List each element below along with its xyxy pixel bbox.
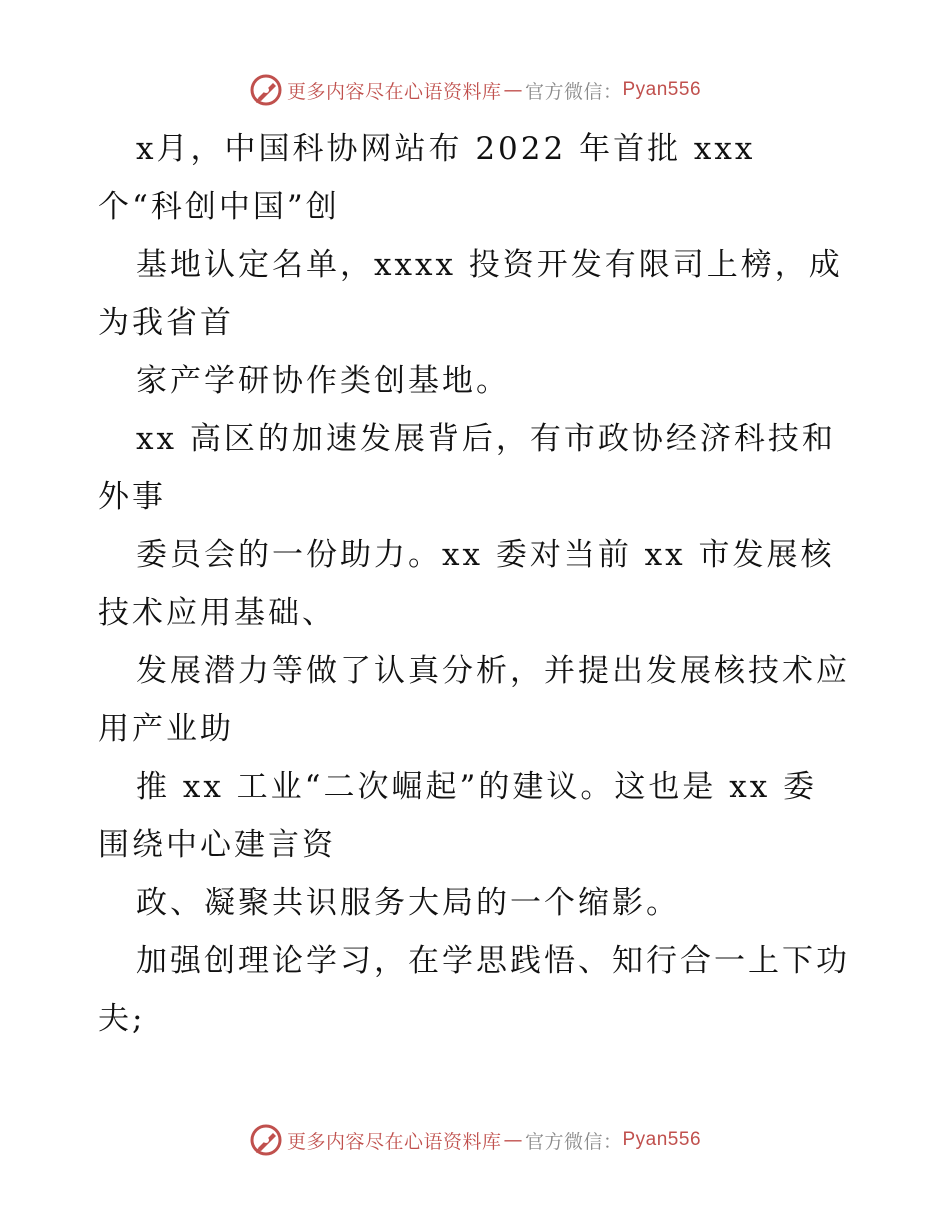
text-line: 基地认定名单，xxxx 投资开发有限司上榜，成: [136, 247, 843, 283]
text-line: xx 高区的加速发展背后，有市政协经济科技和: [136, 421, 836, 457]
pen-logo-icon: [249, 1123, 283, 1157]
header-wechat-id: Pyan556: [622, 79, 702, 100]
footer-brand-text: 更多内容尽在心语资料库: [286, 1130, 502, 1153]
header-banner: [0, 70, 950, 110]
footer-wechat-id: Pyan556: [622, 1129, 702, 1150]
pen-logo-icon: [249, 73, 283, 107]
header-wechat-label: 官方微信：: [524, 80, 623, 103]
footer-banner: [0, 1120, 950, 1160]
text-line: 外事: [98, 479, 166, 515]
text-line: 家产学研协作类创基地。: [136, 363, 510, 399]
text-line: 围绕中心建言资: [98, 827, 336, 863]
footer-wechat-label: 官方微信：: [524, 1130, 623, 1153]
text-line: 发展潜力等做了认真分析，并提出发展核技术应: [136, 653, 850, 689]
document-body: [98, 120, 858, 1048]
text-line: 个“科创中国”创: [98, 189, 340, 225]
text-line: 用产业助: [98, 711, 234, 747]
text-line: 加强创理论学习，在学思践悟、知行合一上下功: [136, 943, 850, 979]
text-line: 夫;: [98, 1001, 146, 1037]
text-line: x月，中国科协网站布 2022 年首批 xxx: [136, 131, 756, 167]
footer-dash: —: [503, 1129, 523, 1151]
text-line: 委员会的一份助力。xx 委对当前 xx 市发展核: [136, 537, 835, 573]
text-line: 政、凝聚共识服务大局的一个缩影。: [136, 885, 680, 921]
text-line: 推 xx 工业“二次崛起”的建议。这也是 xx 委: [136, 769, 818, 805]
text-line: 技术应用基础、: [98, 595, 336, 631]
header-brand-text: 更多内容尽在心语资料库: [286, 80, 502, 103]
text-line: 为我省首: [98, 305, 234, 341]
header-dash: —: [503, 79, 523, 101]
